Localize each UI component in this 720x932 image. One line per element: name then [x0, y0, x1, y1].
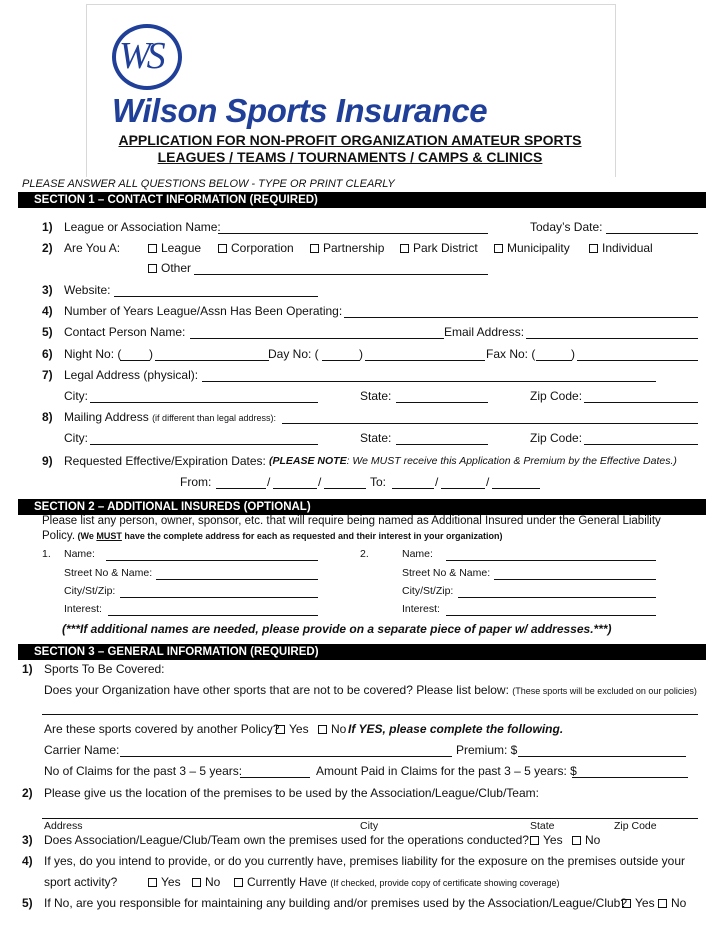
insured1-number: 1.	[42, 548, 51, 560]
own-premises-no[interactable]: No	[572, 833, 600, 847]
zip-caption: Zip Code	[614, 820, 657, 832]
insured2-interest-field[interactable]	[446, 615, 656, 616]
day-close: )	[359, 347, 363, 361]
to-label: To:	[370, 475, 387, 489]
mailing-address-field[interactable]	[282, 423, 698, 424]
night-area-field[interactable]	[120, 360, 150, 361]
q4-number: 4)	[42, 304, 53, 318]
checkbox-icon[interactable]	[148, 264, 157, 273]
insured1-interest-label: Interest:	[64, 603, 102, 615]
insured1-city-field[interactable]	[120, 597, 318, 598]
checkbox-individual[interactable]: Individual	[589, 241, 653, 255]
are-you-a-label: Are You A:	[64, 241, 121, 255]
todays-date-field[interactable]	[606, 233, 698, 234]
insured1-interest-field[interactable]	[108, 615, 318, 616]
email-label: Email Address:	[444, 325, 525, 339]
to-month-field[interactable]	[392, 488, 434, 489]
claims-count-field[interactable]	[240, 777, 310, 778]
checkbox-icon[interactable]	[218, 244, 227, 253]
from-slash-1: /	[267, 475, 271, 489]
insured1-city-label: City/St/Zip:	[64, 585, 116, 597]
from-day-field[interactable]	[273, 488, 317, 489]
checkbox-icon[interactable]	[572, 836, 581, 845]
other-sports-question: Does your Organization have other sports that are not to be covered? Please list below: (These sports will be excluded on our policies)	[44, 683, 697, 697]
years-operating-label: Number of Years League/Assn Has Been Operating:	[64, 304, 343, 318]
q6-number: 6)	[42, 347, 53, 361]
own-premises-question: Does Association/League/Club/Team own the premises used for the operations conducted?	[44, 833, 529, 847]
day-area-field[interactable]	[322, 360, 360, 361]
maintain-no[interactable]: No	[656, 896, 686, 910]
requested-dates-label: Requested Effective/Expiration Dates:	[64, 454, 266, 468]
checkbox-park-district[interactable]: Park District	[400, 241, 478, 255]
insured2-name-field[interactable]	[446, 560, 656, 561]
s3-q4-number: 4)	[22, 854, 33, 868]
s3-q3-number: 3)	[22, 833, 33, 847]
legal-city-label: City:	[64, 389, 88, 403]
q9-number: 9)	[42, 454, 53, 468]
section2-intro-line2: Policy. (We MUST have the complete address for each as requested and their interest in your organization)	[42, 530, 503, 542]
maintain-yes[interactable]: Yes	[622, 896, 655, 910]
mail-zip-field[interactable]	[584, 444, 698, 445]
section3-header: SECTION 3 – GENERAL INFORMATION (REQUIRED)	[18, 644, 706, 660]
checkbox-icon[interactable]	[276, 725, 285, 734]
day-number-field[interactable]	[365, 360, 485, 361]
s3-q5-number: 5)	[22, 896, 33, 910]
from-year-field[interactable]	[324, 488, 366, 489]
mail-city-field[interactable]	[90, 444, 318, 445]
checkbox-league[interactable]: League	[148, 241, 201, 255]
fax-number-field[interactable]	[577, 360, 698, 361]
contact-name-field[interactable]	[190, 338, 444, 339]
section2-intro-line1: Please list any person, owner, sponsor, etc. that will require being named as Additional Insured under the General Liability	[42, 515, 661, 527]
checkbox-icon[interactable]	[192, 878, 201, 887]
mail-state-field[interactable]	[396, 444, 488, 445]
league-name-label: League or Association Name:	[64, 220, 221, 234]
requested-dates-note: (PLEASE NOTE: We MUST receive this Application & Premium by the Effective Dates.)	[269, 455, 677, 467]
insured1-street-field[interactable]	[156, 579, 318, 580]
checkbox-municipality[interactable]: Municipality	[494, 241, 570, 255]
carrier-name-field[interactable]	[120, 756, 452, 757]
section2-header: SECTION 2 – ADDITIONAL INSUREDS (OPTIONAL)	[18, 499, 706, 515]
s3-q2-number: 2)	[22, 786, 33, 800]
q1-number: 1)	[42, 220, 53, 234]
checkbox-icon[interactable]	[530, 836, 539, 845]
premises-liability-question: If yes, do you intend to provide, or do you currently have, premises liability for the exposure on the premises outside your	[44, 854, 686, 868]
league-name-field[interactable]	[218, 233, 488, 234]
insured2-interest-label: Interest:	[402, 603, 440, 615]
checkbox-icon[interactable]	[400, 244, 409, 253]
other-sports-field[interactable]	[42, 714, 698, 715]
other-policy-no[interactable]: No	[318, 722, 346, 736]
insured2-name-label: Name:	[402, 548, 433, 560]
checkbox-icon[interactable]	[622, 899, 631, 908]
insured1-name-field[interactable]	[106, 560, 318, 561]
liability-currently-have[interactable]: Currently Have (If checked, provide copy of certificate showing coverage)	[234, 875, 560, 889]
other-policy-note: If YES, please complete the following.	[348, 722, 564, 736]
address-caption: Address	[44, 820, 83, 832]
insured2-street-field[interactable]	[494, 579, 656, 580]
legal-address-field[interactable]	[202, 381, 656, 382]
insured1-street-label: Street No & Name:	[64, 567, 153, 579]
premises-location-label: Please give us the location of the premises to be used by the Association/League/Club/Team:	[44, 786, 539, 800]
fax-label: Fax No: (	[486, 347, 536, 361]
legal-state-label: State:	[360, 389, 392, 403]
s3-q1-number: 1)	[22, 662, 33, 676]
to-year-field[interactable]	[492, 488, 540, 489]
checkbox-corporation[interactable]: Corporation	[218, 241, 294, 255]
legal-zip-label: Zip Code:	[530, 389, 583, 403]
legal-address-label: Legal Address (physical):	[64, 368, 199, 382]
mail-city-label: City:	[64, 431, 88, 445]
own-premises-yes[interactable]: Yes	[530, 833, 563, 847]
todays-date-label: Today’s Date:	[530, 220, 603, 234]
state-caption: State	[530, 820, 555, 832]
mailing-address-label: Mailing Address (if different than legal address):	[64, 410, 276, 424]
checkbox-icon[interactable]	[310, 244, 319, 253]
sports-covered-label: Sports To Be Covered:	[44, 662, 165, 676]
q8-number: 8)	[42, 410, 53, 424]
city-caption: City	[360, 820, 379, 832]
contact-name-label: Contact Person Name:	[64, 325, 186, 339]
insured2-street-label: Street No & Name:	[402, 567, 491, 579]
insured2-city-field[interactable]	[458, 597, 656, 598]
liability-yes[interactable]: Yes	[148, 875, 181, 889]
checkbox-other[interactable]: Other	[148, 261, 191, 275]
other-field[interactable]	[194, 274, 488, 275]
other-policy-question: Are these sports covered by another Policy?	[44, 722, 280, 736]
brand-name: Wilson Sports Insurance	[112, 92, 488, 129]
logo-monogram: WS	[119, 35, 162, 77]
website-label: Website:	[64, 283, 111, 297]
additional-names-note: (***If additional names are needed, please provide on a separate piece of paper w/ addresses.***)	[62, 622, 612, 636]
checkbox-icon[interactable]	[658, 899, 667, 908]
checkbox-icon[interactable]	[318, 725, 327, 734]
fax-area-field[interactable]	[536, 360, 572, 361]
fax-close: )	[571, 347, 575, 361]
checkbox-icon[interactable]	[148, 244, 157, 253]
night-number-field[interactable]	[155, 360, 269, 361]
insured2-city-label: City/St/Zip:	[402, 585, 454, 597]
form-title-line1: APPLICATION FOR NON-PROFIT ORGANIZATION AMATEUR SPORTS	[118, 132, 582, 148]
day-label: Day No: (	[268, 347, 319, 361]
checkbox-partnership[interactable]: Partnership	[310, 241, 384, 255]
mail-zip-label: Zip Code:	[530, 431, 583, 445]
legal-zip-field[interactable]	[584, 402, 698, 403]
claims-paid-label: Amount Paid in Claims for the past 3 – 5 years: $	[316, 764, 577, 778]
from-label: From:	[180, 475, 212, 489]
premium-field[interactable]	[518, 756, 686, 757]
liability-no[interactable]: No	[192, 875, 220, 889]
years-operating-field[interactable]	[344, 317, 698, 318]
q2-number: 2)	[42, 241, 53, 255]
claims-count-label: No of Claims for the past 3 – 5 years:	[44, 764, 243, 778]
insured2-number: 2.	[360, 548, 369, 560]
other-policy-yes[interactable]: Yes	[276, 722, 309, 736]
night-close: )	[149, 347, 153, 361]
form-title-line2: LEAGUES / TEAMS / TOURNAMENTS / CAMPS & CLINICS	[157, 149, 543, 165]
instructions: PLEASE ANSWER ALL QUESTIONS BELOW - TYPE OR PRINT CLEARLY	[22, 178, 395, 190]
legal-state-field[interactable]	[396, 402, 488, 403]
night-label: Night No: (	[64, 347, 122, 361]
to-slash-2: /	[486, 475, 490, 489]
sport-activity-label: sport activity?	[44, 875, 118, 889]
email-field[interactable]	[526, 338, 698, 339]
premises-location-field[interactable]	[42, 818, 698, 819]
to-day-field[interactable]	[441, 488, 485, 489]
to-slash-1: /	[435, 475, 439, 489]
q5-number: 5)	[42, 325, 53, 339]
carrier-name-label: Carrier Name:	[44, 743, 120, 757]
checkbox-icon[interactable]	[589, 244, 598, 253]
website-field[interactable]	[114, 296, 318, 297]
q7-number: 7)	[42, 368, 53, 382]
claims-paid-field[interactable]	[572, 777, 688, 778]
mail-state-label: State:	[360, 431, 392, 445]
section1-header: SECTION 1 – CONTACT INFORMATION (REQUIRED)	[18, 192, 706, 208]
insured1-name-label: Name:	[64, 548, 95, 560]
from-month-field[interactable]	[216, 488, 266, 489]
from-slash-2: /	[318, 475, 322, 489]
premium-label: Premium: $	[456, 743, 518, 757]
checkbox-icon[interactable]	[234, 878, 243, 887]
q3-number: 3)	[42, 283, 53, 297]
checkbox-icon[interactable]	[148, 878, 157, 887]
maintain-premises-question: If No, are you responsible for maintaining any building and/or premises used by the Association/League/Club?	[44, 896, 628, 910]
legal-city-field[interactable]	[90, 402, 318, 403]
checkbox-icon[interactable]	[494, 244, 503, 253]
